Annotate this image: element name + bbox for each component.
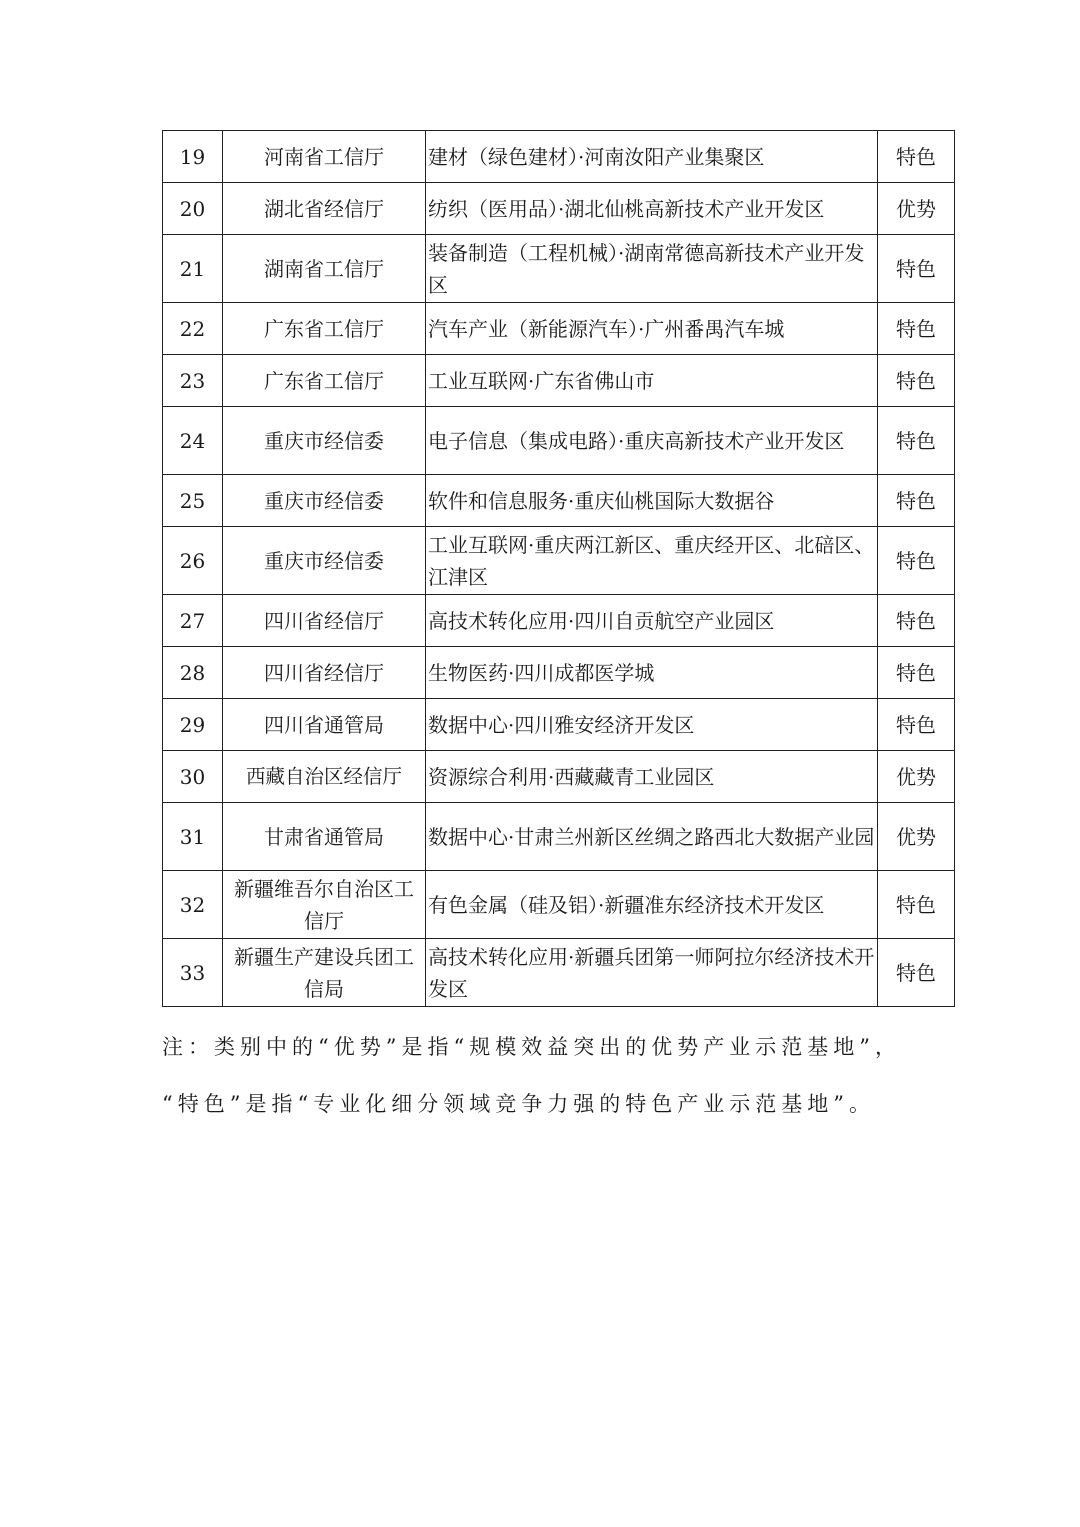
row-number: 22 xyxy=(163,303,223,355)
category-cell: 特色 xyxy=(878,871,955,939)
table-row xyxy=(163,407,955,475)
base-name-cell: 纺织（医用品）·湖北仙桃高新技术产业开发区 xyxy=(426,183,878,235)
table-row xyxy=(163,235,955,303)
category-cell: 特色 xyxy=(878,355,955,407)
department-cell: 重庆市经信委 xyxy=(223,407,426,475)
category-note-line-2: “特色”是指“专业化细分领域竞争力强的特色产业示范基地”。 xyxy=(162,1092,875,1116)
row-number: 30 xyxy=(163,751,223,803)
base-name-cell: 高技术转化应用·新疆兵团第一师阿拉尔经济技术开发区 xyxy=(426,939,878,1007)
row-number: 21 xyxy=(163,235,223,303)
department-cell: 四川省经信厅 xyxy=(223,647,426,699)
row-number: 28 xyxy=(163,647,223,699)
department-cell: 新疆生产建设兵团工信局 xyxy=(223,939,426,1007)
row-number: 23 xyxy=(163,355,223,407)
table-row xyxy=(163,355,955,407)
department-cell: 新疆维吾尔自治区工信厅 xyxy=(223,871,426,939)
row-number: 27 xyxy=(163,595,223,647)
category-cell: 特色 xyxy=(878,699,955,751)
base-name-cell: 资源综合利用·西藏藏青工业园区 xyxy=(426,751,878,803)
category-cell: 特色 xyxy=(878,939,955,1007)
category-cell: 特色 xyxy=(878,647,955,699)
row-number: 29 xyxy=(163,699,223,751)
category-note-line-1: 注：类别中的“优势”是指“规模效益突出的优势产业示范基地”， xyxy=(162,1035,901,1059)
table-row xyxy=(163,303,955,355)
category-cell: 特色 xyxy=(878,527,955,595)
category-cell: 优势 xyxy=(878,183,955,235)
row-number: 20 xyxy=(163,183,223,235)
table-row xyxy=(163,527,955,595)
base-name-cell: 电子信息（集成电路）·重庆高新技术产业开发区 xyxy=(426,407,878,475)
department-cell: 广东省工信厅 xyxy=(223,303,426,355)
row-number: 31 xyxy=(163,803,223,871)
table-row xyxy=(163,183,955,235)
table-row xyxy=(163,595,955,647)
department-cell: 广东省工信厅 xyxy=(223,355,426,407)
table-row xyxy=(163,803,955,871)
department-cell: 重庆市经信委 xyxy=(223,475,426,527)
department-cell: 重庆市经信委 xyxy=(223,527,426,595)
department-cell: 甘肃省通管局 xyxy=(223,803,426,871)
category-cell: 特色 xyxy=(878,131,955,183)
table-row xyxy=(163,939,955,1007)
table-row xyxy=(163,475,955,527)
row-number: 33 xyxy=(163,939,223,1007)
category-cell: 优势 xyxy=(878,803,955,871)
table-row xyxy=(163,751,955,803)
category-cell: 特色 xyxy=(878,235,955,303)
base-name-cell: 装备制造（工程机械）·湖南常德高新技术产业开发区 xyxy=(426,235,878,303)
department-cell: 四川省通管局 xyxy=(223,699,426,751)
category-cell: 特色 xyxy=(878,595,955,647)
base-name-cell: 汽车产业（新能源汽车）·广州番禺汽车城 xyxy=(426,303,878,355)
department-cell: 河南省工信厅 xyxy=(223,131,426,183)
base-name-cell: 数据中心·四川雅安经济开发区 xyxy=(426,699,878,751)
base-name-cell: 生物医药·四川成都医学城 xyxy=(426,647,878,699)
category-cell: 特色 xyxy=(878,407,955,475)
row-number: 26 xyxy=(163,527,223,595)
base-name-cell: 建材（绿色建材）·河南汝阳产业集聚区 xyxy=(426,131,878,183)
table-row xyxy=(163,131,955,183)
category-cell: 特色 xyxy=(878,303,955,355)
base-name-cell: 数据中心·甘肃兰州新区丝绸之路西北大数据产业园 xyxy=(426,803,878,871)
base-name-cell: 高技术转化应用·四川自贡航空产业园区 xyxy=(426,595,878,647)
table-row xyxy=(163,699,955,751)
table-row xyxy=(163,871,955,939)
department-cell: 湖北省经信厅 xyxy=(223,183,426,235)
demonstration-base-table xyxy=(162,130,955,1007)
category-cell: 特色 xyxy=(878,475,955,527)
department-cell: 湖南省工信厅 xyxy=(223,235,426,303)
base-name-cell: 软件和信息服务·重庆仙桃国际大数据谷 xyxy=(426,475,878,527)
department-cell: 四川省经信厅 xyxy=(223,595,426,647)
category-cell: 优势 xyxy=(878,751,955,803)
row-number: 32 xyxy=(163,871,223,939)
base-name-cell: 有色金属（硅及铝）·新疆准东经济技术开发区 xyxy=(426,871,878,939)
row-number: 19 xyxy=(163,131,223,183)
row-number: 25 xyxy=(163,475,223,527)
base-name-cell: 工业互联网·广东省佛山市 xyxy=(426,355,878,407)
table-row xyxy=(163,647,955,699)
row-number: 24 xyxy=(163,407,223,475)
base-name-cell: 工业互联网·重庆两江新区、重庆经开区、北碚区、江津区 xyxy=(426,527,878,595)
department-cell: 西藏自治区经信厅 xyxy=(223,751,426,803)
